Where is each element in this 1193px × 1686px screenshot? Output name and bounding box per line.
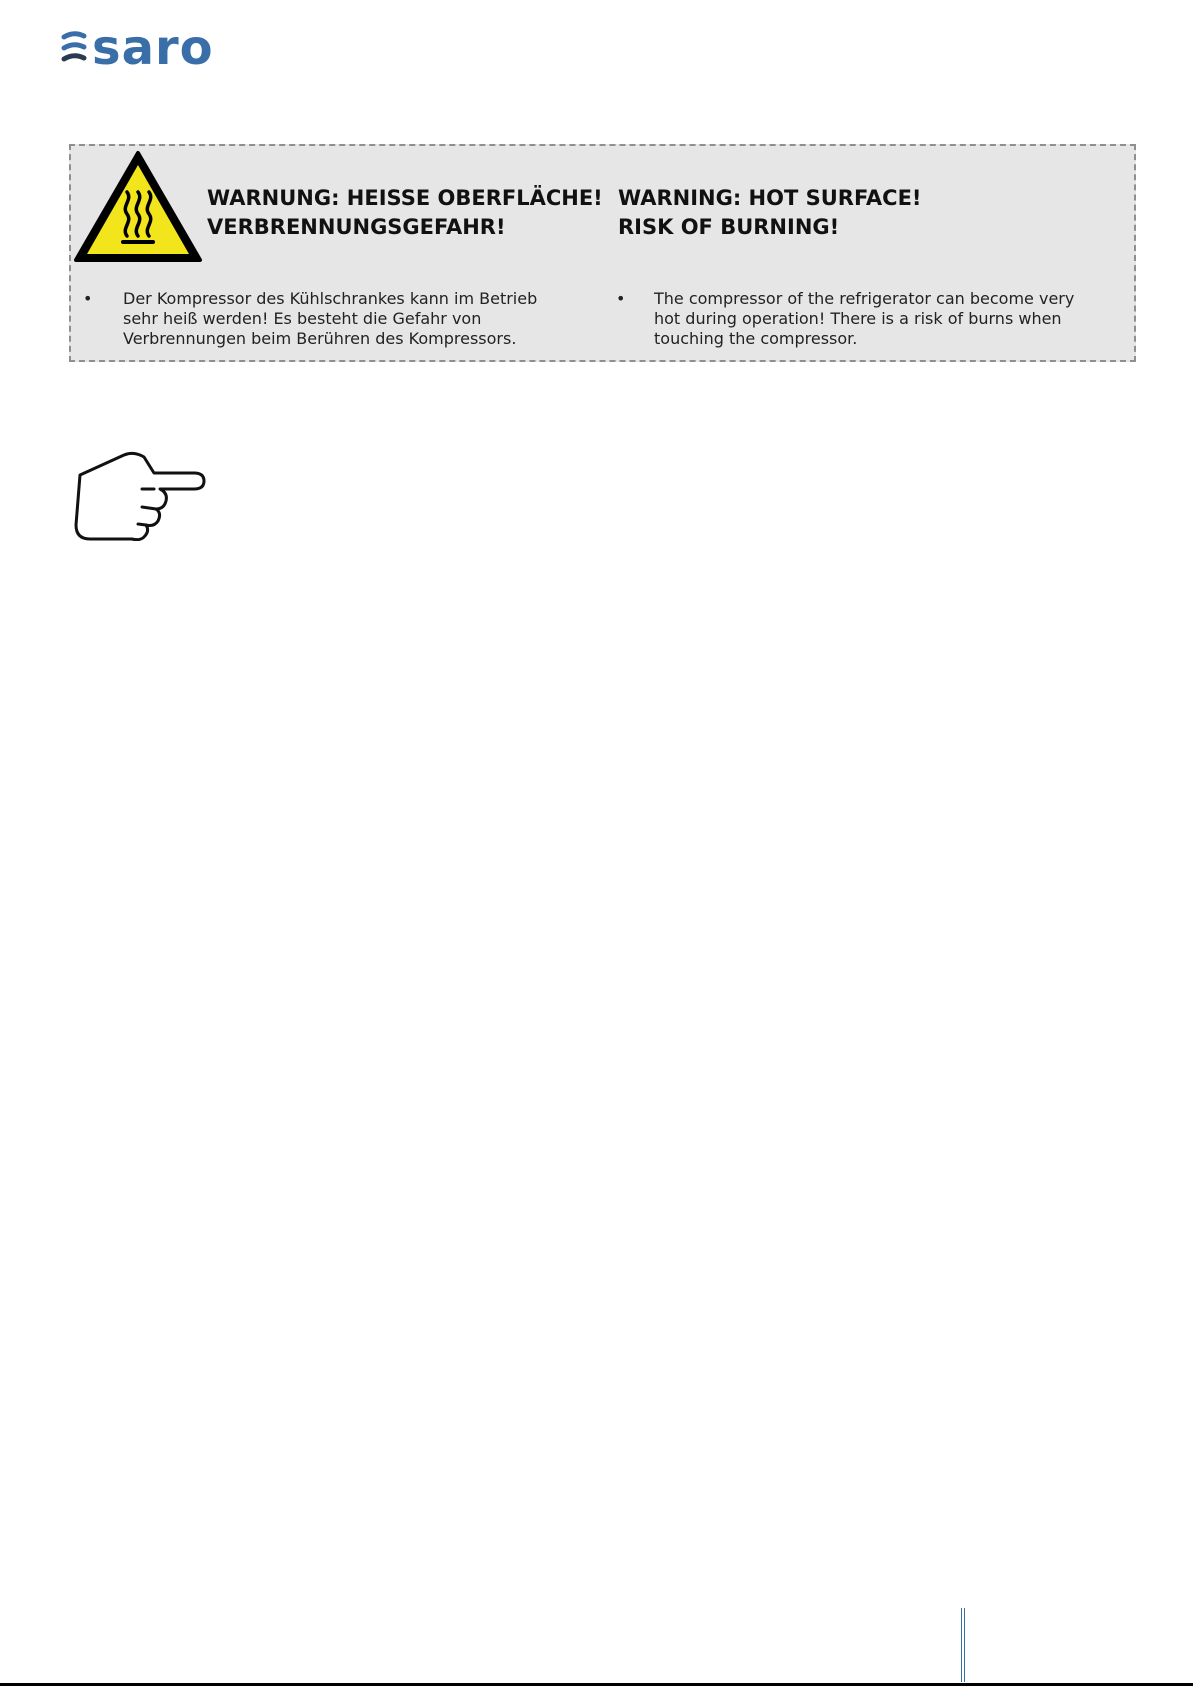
pointing-hand-icon — [72, 445, 206, 541]
warning-text-english-line: touching the compressor. — [654, 329, 858, 348]
warning-text-english-line: The compressor of the refrigerator can become very — [654, 289, 1075, 308]
warning-heading-german-line-2: VERBRENNUNGSGEFAHR! — [207, 215, 506, 239]
warning-heading-german-line-1: WARNUNG: HEISSE OBERFLÄCHE! — [207, 186, 603, 210]
footer-divider — [961, 1608, 965, 1682]
warning-heading-english-line-2: RISK OF BURNING! — [618, 215, 840, 239]
bullet-marker: • — [83, 289, 93, 308]
logo-text: saro — [92, 20, 214, 76]
warning-text-english-line: hot during operation! There is a risk of burns when — [654, 309, 1062, 328]
brand-logo — [60, 20, 214, 76]
hot-surface-warning-icon — [73, 150, 203, 264]
warning-text-german-line: Der Kompressor des Kühlschrankes kann im Betrieb — [123, 289, 538, 308]
saro-logo-mark-icon — [60, 28, 88, 68]
warning-heading-english — [618, 184, 922, 242]
hot-surface-warning-panel — [69, 144, 1136, 362]
bullet-marker: • — [616, 289, 626, 308]
warning-text-german-lines — [123, 289, 537, 349]
warning-heading-german — [207, 184, 603, 242]
warning-text-german-line: sehr heiß werden! Es besteht die Gefahr von — [123, 309, 482, 328]
warning-text-german-line: Verbrennungen beim Berühren des Kompressors. — [123, 329, 517, 348]
warning-text-english-lines — [654, 289, 1074, 349]
warning-heading-english-line-1: WARNING: HOT SURFACE! — [618, 186, 922, 210]
